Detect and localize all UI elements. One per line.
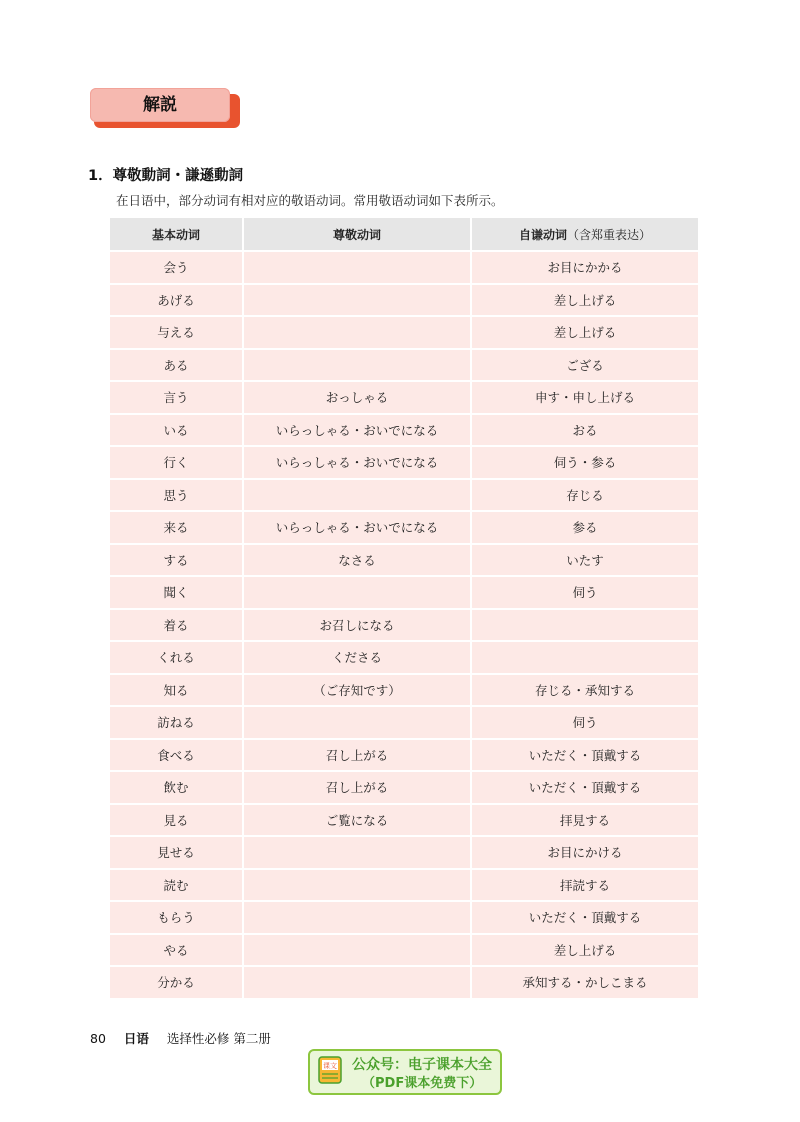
humble-verb-cell: 差し上げる: [471, 316, 698, 349]
watermark-line1: 公众号：电子课本大全: [352, 1057, 492, 1073]
respectful-verb-cell: [243, 284, 471, 317]
respectful-verb-cell: 召し上がる: [243, 771, 471, 804]
humble-verb-cell: 拝読する: [471, 869, 698, 902]
humble-verb-cell: いただく・頂戴する: [471, 771, 698, 804]
table-row: [110, 901, 698, 934]
respectful-verb-cell: [243, 869, 471, 902]
honorific-verb-table: [110, 218, 698, 998]
basic-verb-cell: 訪ねる: [110, 706, 243, 739]
basic-verb-cell: 食べる: [110, 739, 243, 772]
respectful-verb-cell: （ご存知です）: [243, 674, 471, 707]
basic-verb-cell: あげる: [110, 284, 243, 317]
respectful-verb-cell: おっしゃる: [243, 381, 471, 414]
header-respectful-verb: 尊敬动词: [243, 218, 471, 251]
respectful-verb-cell: [243, 706, 471, 739]
intro-text: 在日语中，部分动词有相对应的敬语动词。常用敬语动词如下表所示。: [116, 193, 504, 208]
humble-verb-cell: 伺う: [471, 576, 698, 609]
page-footer: [90, 1029, 271, 1047]
respectful-verb-cell: [243, 251, 471, 284]
header-basic-verb: 基本动词: [110, 218, 243, 251]
humble-verb-cell: 差し上げる: [471, 284, 698, 317]
book-volume: 选择性必修 第二册: [166, 1031, 271, 1046]
basic-verb-cell: いる: [110, 414, 243, 447]
humble-verb-cell: [471, 641, 698, 674]
respectful-verb-cell: [243, 479, 471, 512]
respectful-verb-cell: [243, 966, 471, 998]
basic-verb-cell: 飲む: [110, 771, 243, 804]
basic-verb-cell: 会う: [110, 251, 243, 284]
book-logo-text: 课文: [323, 1062, 337, 1070]
basic-verb-cell: くれる: [110, 641, 243, 674]
table-row: [110, 349, 698, 382]
table-row: [110, 934, 698, 967]
table-row: [110, 381, 698, 414]
table-row: [110, 836, 698, 869]
humble-verb-cell: [471, 609, 698, 642]
humble-verb-cell: いただく・頂戴する: [471, 739, 698, 772]
humble-verb-cell: 拝見する: [471, 804, 698, 837]
section-badge-label: 解説: [143, 95, 177, 115]
humble-verb-cell: 存じる・承知する: [471, 674, 698, 707]
basic-verb-cell: 来る: [110, 511, 243, 544]
respectful-verb-cell: [243, 316, 471, 349]
basic-verb-cell: ある: [110, 349, 243, 382]
humble-verb-cell: 存じる: [471, 479, 698, 512]
basic-verb-cell: する: [110, 544, 243, 577]
humble-verb-cell: 承知する・かしこまる: [471, 966, 698, 998]
basic-verb-cell: 読む: [110, 869, 243, 902]
respectful-verb-cell: [243, 576, 471, 609]
humble-verb-cell: 差し上げる: [471, 934, 698, 967]
humble-verb-cell: 申す・申し上げる: [471, 381, 698, 414]
humble-verb-cell: いただく・頂戴する: [471, 901, 698, 934]
respectful-verb-cell: お召しになる: [243, 609, 471, 642]
basic-verb-cell: 聞く: [110, 576, 243, 609]
respectful-verb-cell: ご覧になる: [243, 804, 471, 837]
section-badge-box: [90, 88, 230, 122]
table-row: [110, 414, 698, 447]
humble-verb-cell: 伺う: [471, 706, 698, 739]
respectful-verb-cell: 召し上がる: [243, 739, 471, 772]
basic-verb-cell: 思う: [110, 479, 243, 512]
table-header-row: [110, 218, 698, 251]
basic-verb-cell: やる: [110, 934, 243, 967]
table-body: [110, 251, 698, 998]
table-row: [110, 641, 698, 674]
page-number: 80: [90, 1031, 106, 1046]
table-row: [110, 576, 698, 609]
basic-verb-cell: 分かる: [110, 966, 243, 998]
respectful-verb-cell: なさる: [243, 544, 471, 577]
table-row: [110, 609, 698, 642]
table-row: [110, 544, 698, 577]
respectful-verb-cell: [243, 349, 471, 382]
respectful-verb-cell: くださる: [243, 641, 471, 674]
respectful-verb-cell: いらっしゃる・おいでになる: [243, 446, 471, 479]
basic-verb-cell: 行く: [110, 446, 243, 479]
table-row: [110, 804, 698, 837]
table-row: [110, 446, 698, 479]
section-title: 1．尊敬動詞・謙遜動詞: [88, 168, 244, 184]
table-row: [110, 316, 698, 349]
basic-verb-cell: 与える: [110, 316, 243, 349]
basic-verb-cell: 着る: [110, 609, 243, 642]
humble-verb-cell: 伺う・参る: [471, 446, 698, 479]
table-row: [110, 771, 698, 804]
basic-verb-cell: 見る: [110, 804, 243, 837]
table-row: [110, 739, 698, 772]
basic-verb-cell: 知る: [110, 674, 243, 707]
table-row: [110, 674, 698, 707]
humble-verb-cell: おる: [471, 414, 698, 447]
table-row: [110, 966, 698, 998]
respectful-verb-cell: [243, 934, 471, 967]
respectful-verb-cell: [243, 901, 471, 934]
humble-verb-cell: お目にかける: [471, 836, 698, 869]
table-row: [110, 869, 698, 902]
basic-verb-cell: 言う: [110, 381, 243, 414]
header-humble-verb-label: 自谦动词: [518, 227, 567, 242]
humble-verb-cell: いたす: [471, 544, 698, 577]
watermark-banner: [308, 1049, 502, 1095]
respectful-verb-cell: [243, 836, 471, 869]
book-logo-icon: [316, 1055, 346, 1087]
table-row: [110, 479, 698, 512]
table-row: [110, 511, 698, 544]
header-humble-verb-note: （含郑重表达）: [567, 227, 652, 242]
basic-verb-cell: もらう: [110, 901, 243, 934]
watermark-line2: （PDF课本免费下）: [362, 1076, 483, 1091]
humble-verb-cell: 参る: [471, 511, 698, 544]
respectful-verb-cell: いらっしゃる・おいでになる: [243, 511, 471, 544]
section-badge: [90, 88, 240, 128]
humble-verb-cell: ござる: [471, 349, 698, 382]
basic-verb-cell: 見せる: [110, 836, 243, 869]
respectful-verb-cell: いらっしゃる・おいでになる: [243, 414, 471, 447]
book-title: 日语: [123, 1031, 149, 1046]
humble-verb-cell: お目にかかる: [471, 251, 698, 284]
table-row: [110, 706, 698, 739]
table-row: [110, 251, 698, 284]
header-humble-verb: [471, 218, 698, 251]
table-row: [110, 284, 698, 317]
